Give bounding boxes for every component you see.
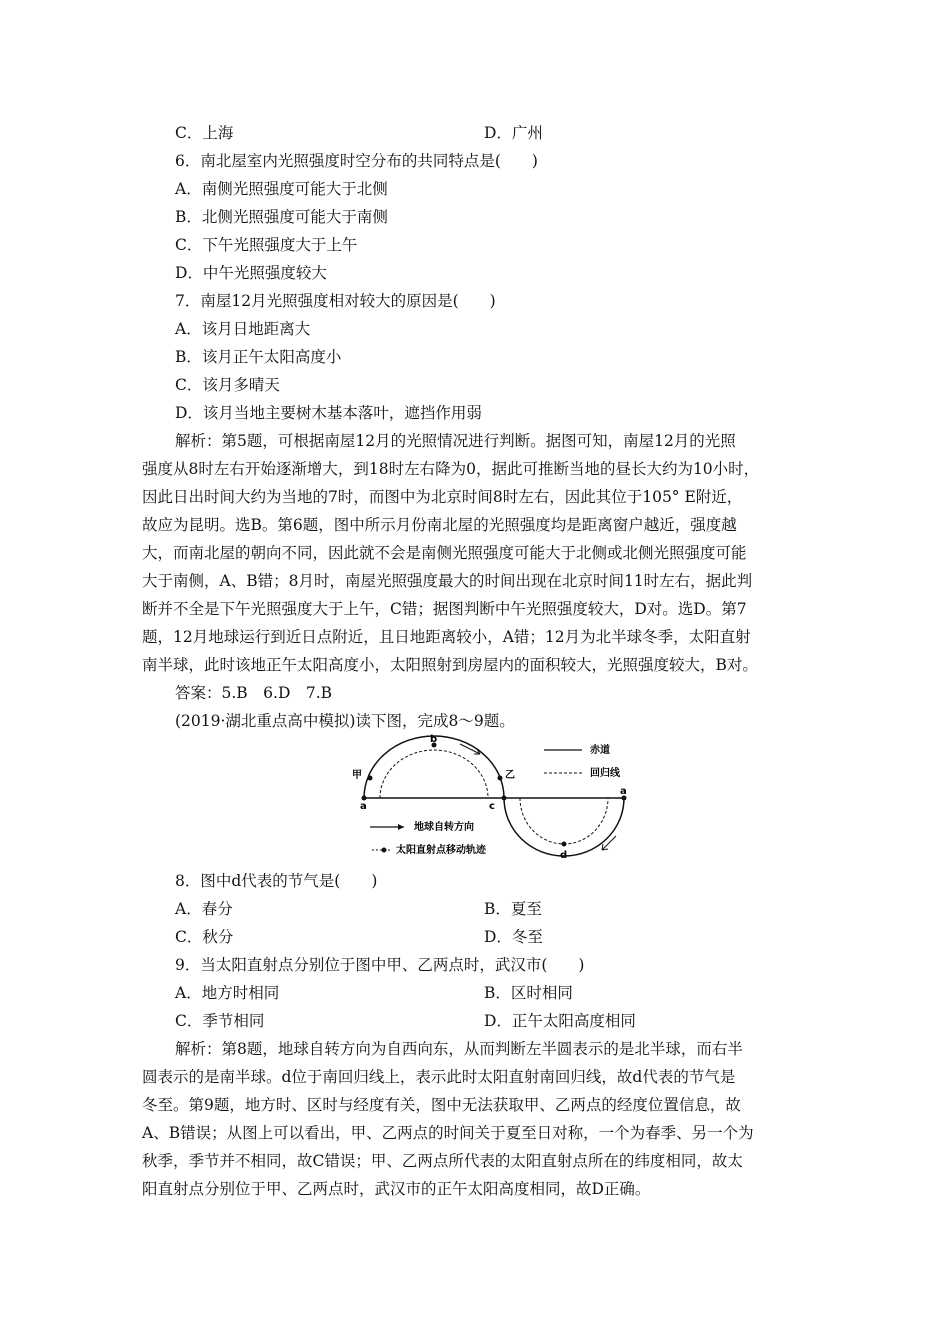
q5-option-c: C．上海	[175, 124, 234, 142]
q5-option-d: D．广州	[484, 124, 543, 142]
q8-option-b: B．夏至	[484, 900, 542, 918]
label-a-right: a	[620, 786, 627, 797]
q6-option-b: B．北侧光照强度可能大于南侧	[175, 208, 388, 226]
analysis1-line: 大，而南北屋的朝向不同，因此就不会是南侧光照强度可能大于北侧或北侧光照强度可能	[142, 544, 747, 562]
q7-option-b: B．该月正午太阳高度小	[175, 348, 342, 366]
analysis2-line: 阳直射点分别位于甲、乙两点时，武汉市的正午太阳高度相同，故D正确。	[142, 1180, 651, 1198]
answer-5-7: 答案：5.B 6.D 7.B	[175, 684, 333, 702]
label-d: d	[560, 850, 568, 861]
point-c-dot	[502, 796, 507, 801]
analysis1-line: 题，12月地球运行到近日点附近，且日地距离较小，A错；12月为北半球冬季，太阳直射	[142, 628, 751, 646]
analysis2-line: 解析：第8题，地球自转方向为自西向东，从而判断左半圆表示的是北半球，而右半	[175, 1040, 743, 1058]
label-a-left: a	[360, 801, 367, 812]
legend-track-label: 太阳直射点移动轨迹	[396, 845, 486, 856]
q8-option-d: D．冬至	[484, 928, 543, 946]
label-yi: 乙	[505, 770, 515, 781]
tropic-arc-north	[380, 750, 488, 798]
analysis1-line: 断并不全是下午光照强度大于上午，C错；据图判断中午光照强度较大，D对。选D。第7	[142, 600, 747, 618]
q6-stem: 6．南北屋室内光照强度时空分布的共同特点是( )	[175, 152, 538, 170]
q9-option-d: D．正午太阳高度相同	[484, 1012, 636, 1030]
intro-8-9: (2019·湖北重点高中模拟)读下图，完成8～9题。	[175, 712, 515, 730]
q7-option-a: A．该月日地距离大	[175, 320, 311, 338]
track-arrow-south	[602, 836, 616, 850]
legend-equator-label: 赤道	[590, 745, 610, 756]
q8-option-a: A．春分	[175, 900, 233, 918]
label-b: b	[430, 734, 438, 745]
q6-option-c: C．下午光照强度大于上午	[175, 236, 358, 254]
label-jia: 甲	[352, 770, 362, 781]
subsolar-track-diagram	[350, 728, 640, 863]
q8-stem: 8．图中d代表的节气是( )	[175, 872, 378, 890]
analysis1-line: 解析：第5题，可根据南屋12月的光照情况进行判断。据图可知，南屋12月的光照	[175, 432, 736, 450]
q9-stem: 9．当太阳直射点分别位于图中甲、乙两点时，武汉市( )	[175, 956, 585, 974]
q6-option-a: A．南侧光照强度可能大于北侧	[175, 180, 388, 198]
q9-option-b: B．区时相同	[484, 984, 573, 1002]
legend-tropic-label: 回归线	[590, 768, 620, 779]
q7-option-d: D．该月当地主要树木基本落叶，遮挡作用弱	[175, 404, 482, 422]
analysis2-line: A、B错误；从图上可以看出，甲、乙两点的时间关于夏至日对称，一个为春季、另一个为	[142, 1124, 754, 1142]
legend-rotation-label: 地球自转方向	[414, 822, 474, 833]
point-a-left-dot	[362, 796, 367, 801]
outer-arc-south	[504, 798, 624, 856]
q9-option-c: C．季节相同	[175, 1012, 265, 1030]
q7-stem: 7．南屋12月光照强度相对较大的原因是( )	[175, 292, 496, 310]
q9-option-a: A．地方时相同	[175, 984, 280, 1002]
q7-option-c: C．该月多晴天	[175, 376, 280, 394]
legend-track-dot	[382, 848, 387, 853]
tropic-arc-south	[520, 798, 608, 844]
analysis2-line: 秋季，季节并不相同，故C错误；甲、乙两点所代表的太阳直射点所在的纬度相同，故太	[142, 1152, 743, 1170]
analysis2-line: 圆表示的是南半球。d位于南回归线上，表示此时太阳直射南回归线，故d代表的节气是	[142, 1068, 736, 1086]
analysis1-line: 因此日出时间大约为当地的7时，而图中为北京时间8时左右，因此其位于105° E附近，	[142, 488, 743, 506]
analysis1-line: 南半球，此时该地正午太阳高度小，太阳照射到房屋内的面积较大，光照强度较大，B对。	[142, 656, 758, 674]
point-d-dot	[562, 842, 567, 847]
legend-rotation-arrowhead	[398, 824, 404, 830]
analysis1-line: 故应为昆明。选B。第6题，图中所示月份南北屋的光照强度均是距离窗户越近，强度越	[142, 516, 737, 534]
analysis2-line: 冬至。第9题，地方时、区时与经度有关，图中无法获取甲、乙两点的经度位置信息，故	[142, 1096, 741, 1114]
point-jia-dot	[368, 776, 373, 781]
point-yi-dot	[498, 776, 503, 781]
q8-option-c: C．秋分	[175, 928, 234, 946]
analysis1-line: 大于南侧，A、B错；8月时，南屋光照强度最大的时间出现在北京时间11时左右，据此判	[142, 572, 753, 590]
q6-option-d: D．中午光照强度较大	[175, 264, 327, 282]
analysis1-line: 强度从8时左右开始逐渐增大，到18时左右降为0，据此可推断当地的昼长大约为10小时，	[142, 460, 760, 478]
label-c: c	[489, 801, 495, 812]
